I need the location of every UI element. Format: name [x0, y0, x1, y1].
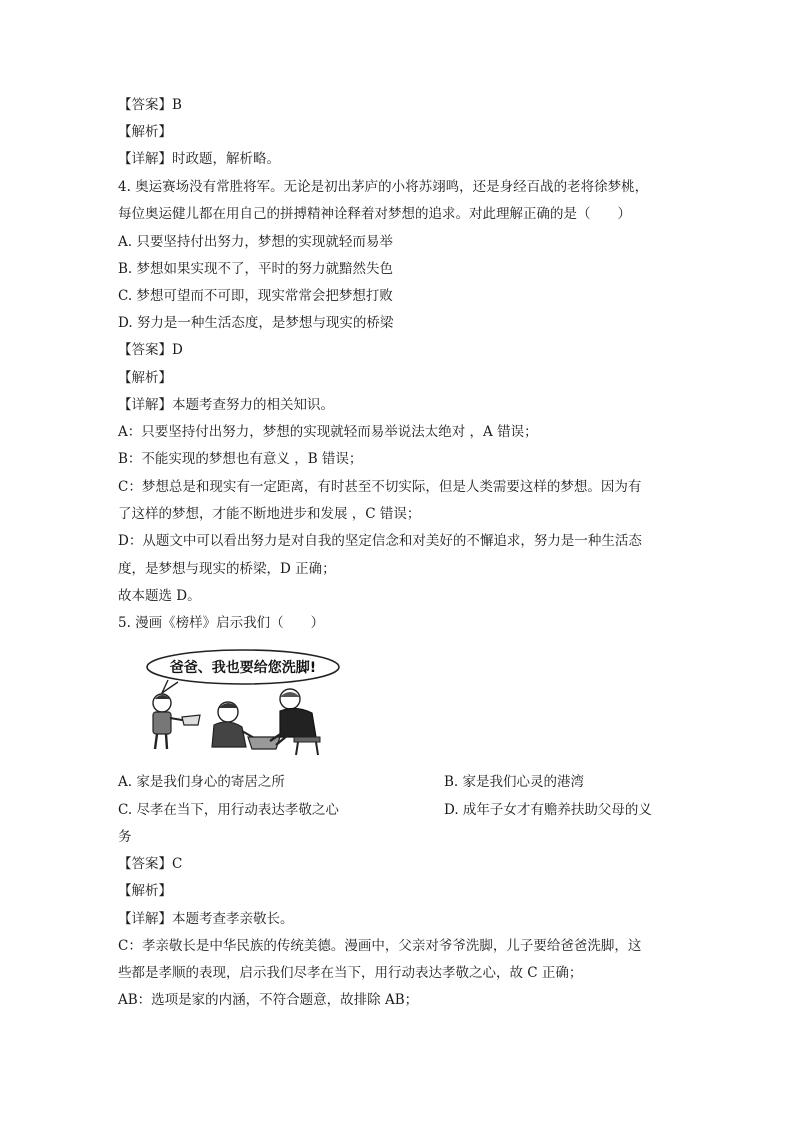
speech-text: 爸爸、我也要给您洗脚! [169, 660, 317, 676]
q4-stem-line2: 每位奥运健儿都在用自己的拼搏精神诠释着对梦想的追求。对此理解正确的是（ ） [118, 206, 631, 222]
q5-explain-c1: C：孝亲敬长是中华民族的传统美德。漫画中，父亲对爷爷洗脚，儿子要给爸爸洗脚，这 [118, 938, 642, 954]
q3-detail: 【详解】时政题，解析略。 [118, 151, 280, 167]
q4-analysis: 【解析】 [118, 370, 172, 386]
grandfather-figure [270, 689, 320, 755]
q5-detail: 【详解】本题考查孝亲敬长。 [118, 911, 294, 927]
q4-explain-c1: C：梦想总是和现实有一定距离，有时甚至不切实际，但是人类需要这样的梦想。因为有 [118, 479, 642, 495]
q5-option-a: A. 家是我们身心的寄居之所 [118, 774, 285, 790]
q4-explain-d2: 度，是梦想与现实的桥梁，D 正确； [118, 561, 336, 577]
q5-analysis: 【解析】 [118, 883, 172, 899]
q4-explain-c2: 了这样的梦想，才能不断地进步和发展 ，C 错误； [118, 506, 421, 522]
q5-option-b: B. 家是我们心灵的港湾 [444, 774, 585, 790]
q4-conclusion: 故本题选 D。 [118, 588, 201, 604]
q4-explain-a: A：只要坚持付出努力，梦想的实现就轻而易举说法太绝对 ，A 错误； [118, 424, 538, 440]
q4-answer: 【答案】D [118, 342, 183, 358]
q4-option-a: A. 只要坚持付出努力，梦想的实现就轻而易举 [118, 234, 393, 250]
speech-bubble-tail [162, 680, 178, 693]
q4-option-c: C. 梦想可望而不可即，现实常常会把梦想打败 [118, 288, 393, 304]
q4-option-d: D. 努力是一种生活态度，是梦想与现实的桥梁 [118, 315, 394, 331]
q4-detail: 【详解】本题考查努力的相关知识。 [118, 397, 334, 413]
q5-stem: 5. 漫画《榜样》启示我们（ ） [118, 615, 325, 631]
q4-explain-d1: D：从题文中可以看出努力是对自我的坚定信念和对美好的不懈追求，努力是一种生活态 [118, 533, 642, 549]
q5-option-c: C. 尽孝在当下，用行动表达孝敬之心 [118, 802, 339, 818]
q5-explain-c2: 些都是孝顺的表现，启示我们尽孝在当下，用行动表达孝敬之心，故 C 正确； [118, 965, 583, 981]
cartoon-illustration [130, 645, 340, 760]
q3-analysis: 【解析】 [118, 124, 172, 140]
q5-option-d-line2: 务 [118, 829, 132, 845]
q4-explain-b: B：不能实现的梦想也有意义 ，B 错误； [118, 451, 363, 467]
q5-explain-ab: AB：选项是家的内涵，不符合题意，故排除 AB； [118, 992, 419, 1008]
q4-stem-line1: 4. 奥运赛场没有常胜将军。无论是初出茅庐的小将苏翊鸣，还是身经百战的老将徐梦桃， [118, 179, 649, 195]
q5-option-d-line1: D. 成年子女才有赡养扶助父母的义 [444, 802, 652, 818]
child-figure [153, 694, 200, 749]
q3-answer: 【答案】B [118, 97, 182, 113]
q5-answer: 【答案】C [118, 856, 183, 872]
q4-option-b: B. 梦想如果实现不了，平时的努力就黯然失色 [118, 261, 394, 277]
